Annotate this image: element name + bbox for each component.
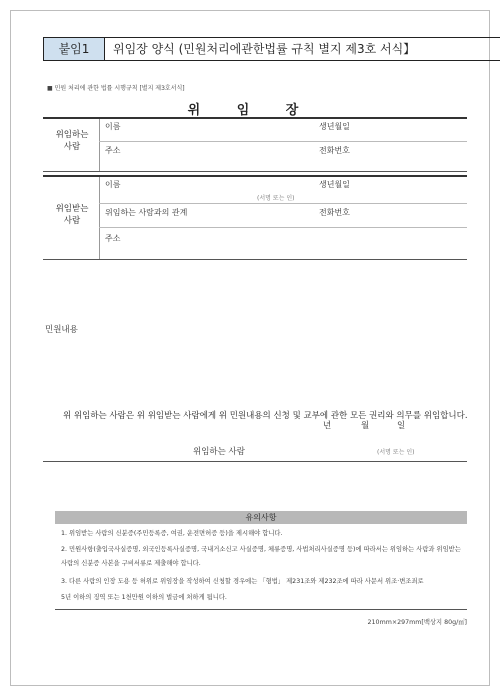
paper-size: 210mm×297mm[백상지 80g/㎡] [367, 619, 467, 626]
declaration-text: 위 위임하는 사람은 위 위임받는 사람에게 위 민원내용의 신청 및 교부에 관한 모든 권리와 의무를 위임합니다. [63, 411, 468, 421]
notice-item-3-cont: 5년 이하의 징역 또는 1천만원 이하의 벌금에 처하게 됩니다. [61, 594, 227, 601]
form-page [10, 10, 490, 686]
legal-basis: ■ 민원 처리에 관한 법률 시행규칙 [별지 제3호서식] [47, 85, 185, 92]
notice-bottom-rule [55, 609, 467, 610]
top-rule [43, 117, 467, 119]
signer-label: 위임하는 사람 [193, 447, 245, 457]
notice-item-2: 2. 민원사항(출입국사실증명, 외국인등록사실증명, 국내거소신고 사실증명, 체류증명, 사법처리사실증명 등)에 따라서는 위임하는 사람과 위임받는 [61, 546, 461, 553]
notice-item-3: 3. 다른 사람의 인장 도용 등 허위로 위임장을 작성하여 신청할 경우에는 「형법」 제231조와 제232조에 따라 사문서 위조·변조죄로 [61, 578, 424, 585]
date-year: 년 [323, 421, 332, 431]
delegatee-row-rule-2 [99, 227, 467, 228]
delegatee-divider [99, 177, 100, 259]
date-month: 월 [361, 421, 370, 431]
delegatee-phone-label: 전화번호 [319, 208, 350, 217]
delegator-name-label: 이름 [105, 122, 121, 131]
form-heading: 위임장 양식 (민원처리에관한법률 규칙 별지 제3호 서식】 [105, 37, 500, 61]
attachment-tag: 붙임1 [43, 37, 105, 61]
delegatee-top-rule [43, 175, 467, 177]
delegatee-address-label: 주소 [105, 234, 121, 243]
delegatee-name-label: 이름 [105, 180, 121, 189]
delegator-address-label: 주소 [105, 146, 121, 155]
notice-item-2-cont: 사람의 신분증 사본을 구비서류로 제출해야 합니다. [61, 560, 201, 567]
notice-item-1: 1. 위임받는 사람의 신분증(주민등록증, 여권, 운전면허증 등)을 제시해야 합니다. [61, 530, 283, 537]
delegator-birth-label: 생년월일 [319, 122, 350, 131]
date-day: 일 [397, 421, 406, 431]
delegator-side-label: 위임하는 사람 [55, 130, 89, 152]
signature-rule [43, 461, 467, 462]
delegatee-sign-hint: (서명 또는 인) [257, 195, 295, 202]
delegatee-bottom-rule [43, 259, 467, 260]
delegator-phone-label: 전화번호 [319, 146, 350, 155]
signer-hint: (서명 또는 인) [377, 449, 415, 456]
page-title: 위 임 장 [187, 103, 315, 118]
complaint-label: 민원내용 [45, 325, 78, 335]
delegator-bottom-rule [43, 171, 467, 172]
delegator-divider [99, 119, 100, 171]
delegatee-relation-label: 위임하는 사람과의 관계 [105, 208, 188, 217]
delegatee-row-rule [99, 203, 467, 204]
delegatee-side-label: 위임받는 사람 [55, 204, 89, 226]
form-header [43, 37, 500, 61]
delegatee-birth-label: 생년월일 [319, 180, 350, 189]
delegator-row-rule [99, 141, 467, 142]
notice-title: 유의사항 [55, 511, 467, 524]
